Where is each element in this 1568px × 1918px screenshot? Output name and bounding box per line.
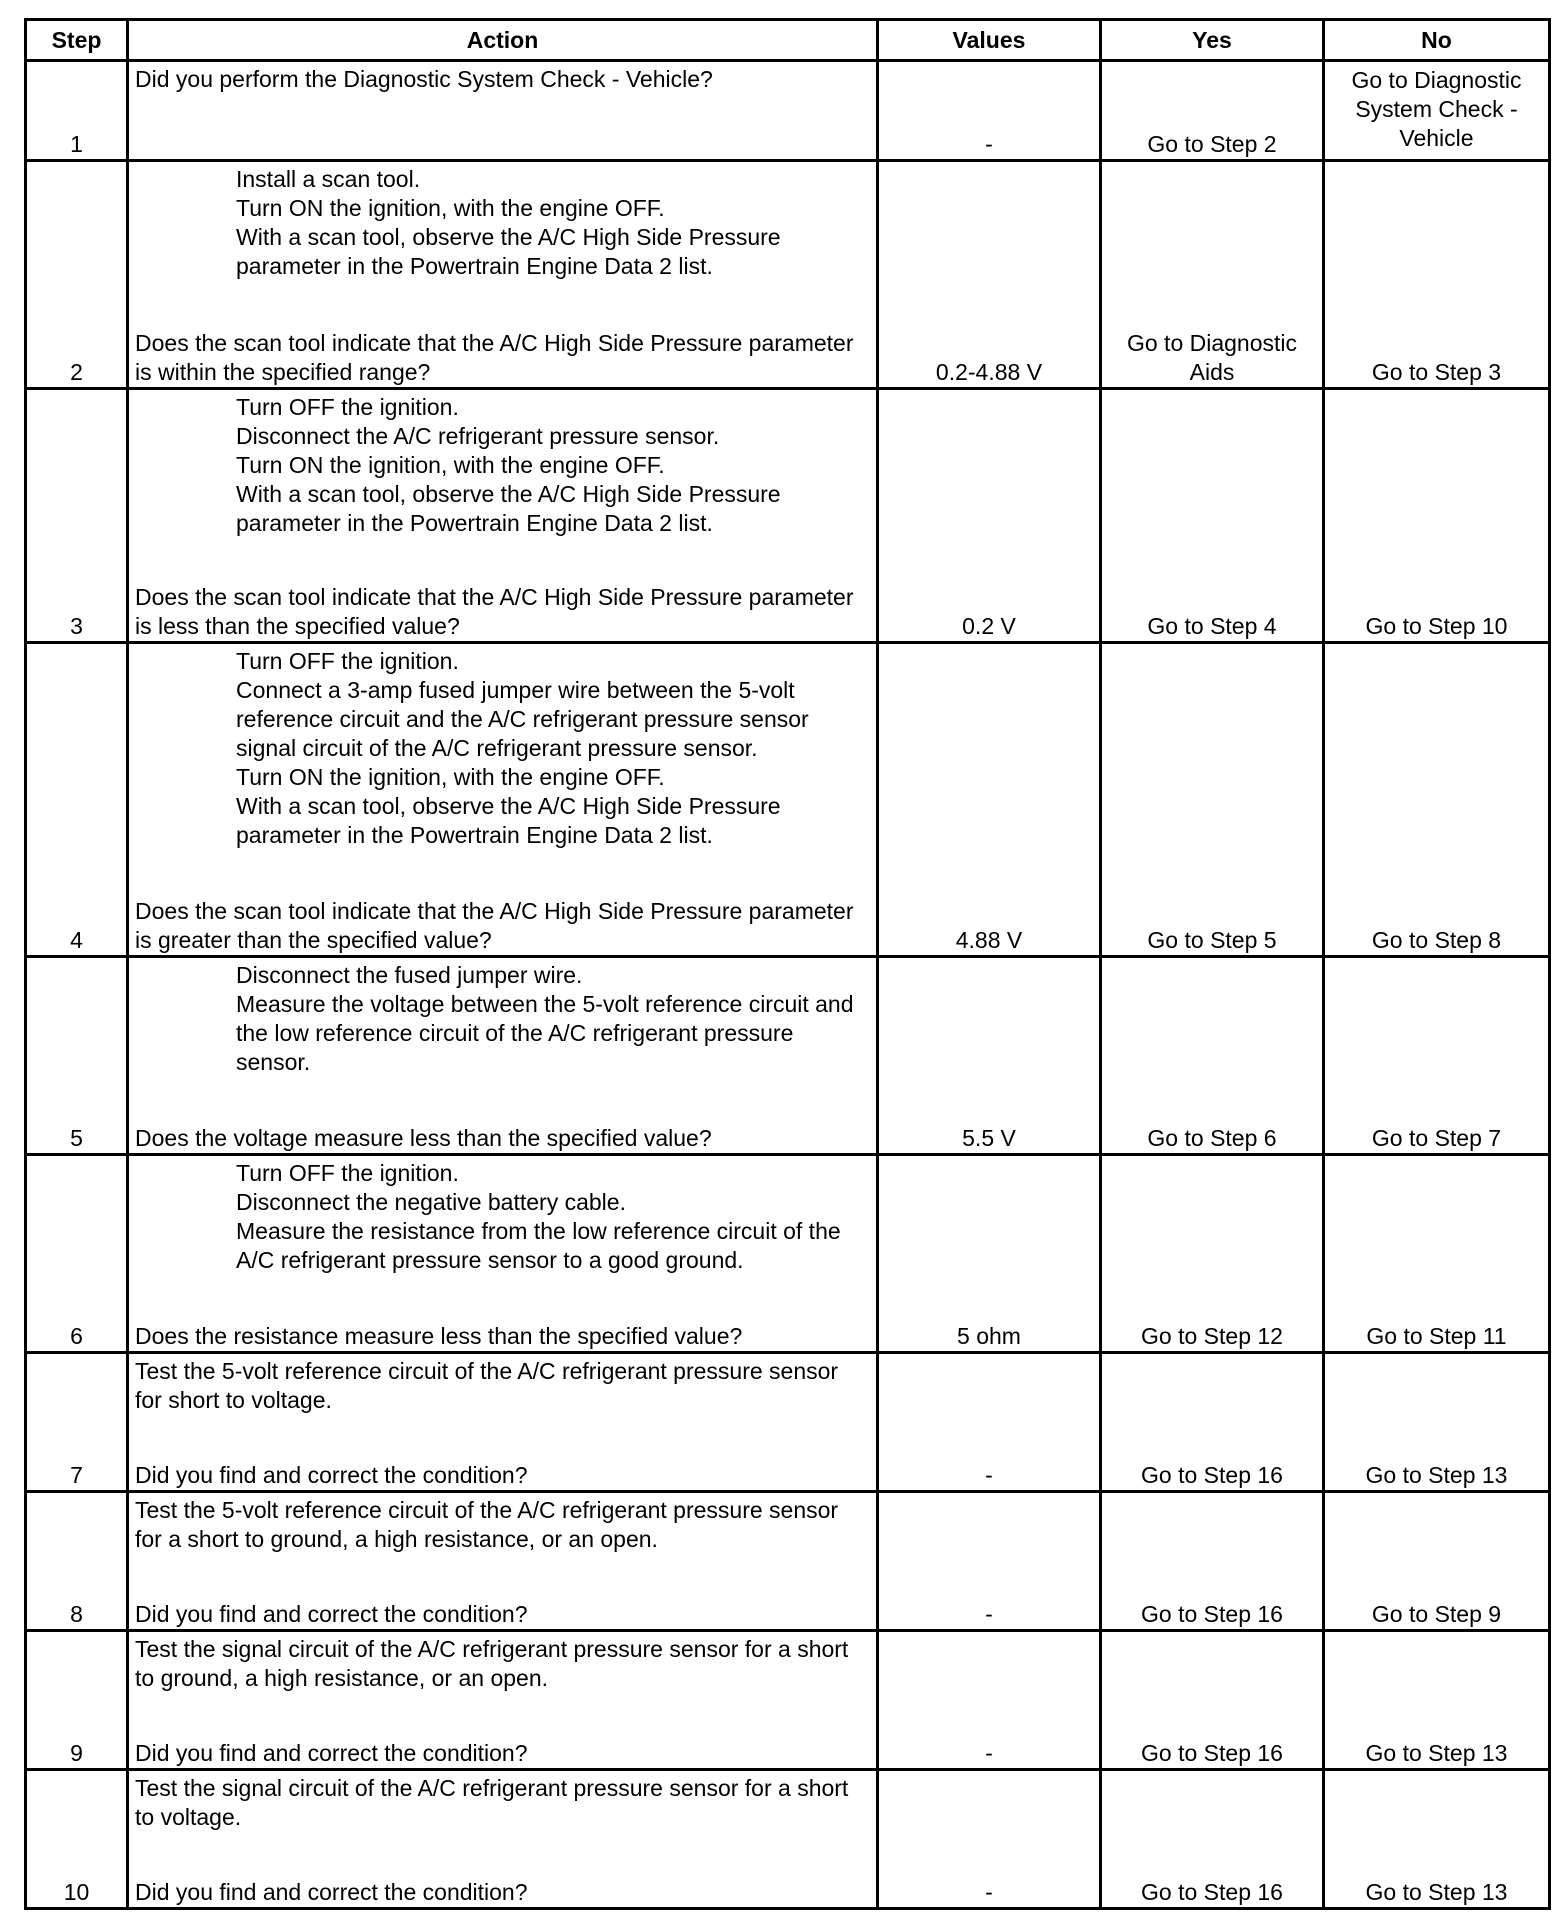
- action-lead-text: Test the signal circuit of the A/C refrigerant pressure sensor for a short to voltage.: [135, 1775, 849, 1830]
- value-cell: -: [878, 61, 1101, 161]
- action-cell: [128, 1770, 878, 1909]
- action-top: [135, 961, 870, 1077]
- diagnostic-table: [24, 18, 1551, 1910]
- value-cell: 0.2-4.88 V: [878, 161, 1101, 389]
- yes-result: Go to Diagnostic Aids: [1101, 161, 1324, 389]
- action-question: Does the resistance measure less than the specified value?: [135, 1323, 743, 1349]
- table-row: [26, 1155, 1550, 1353]
- action-question: Does the scan tool indicate that the A/C High Side Pressure parameter is less than the specified value?: [135, 584, 854, 639]
- step-number: 10: [26, 1770, 128, 1909]
- action-top: [135, 393, 870, 538]
- no-result: Go to Step 3: [1324, 161, 1550, 389]
- instruction-list: [135, 647, 870, 850]
- action-lead-text: Test the 5-volt reference circuit of the A/C refrigerant pressure sensor for a short to ground, a high resistance, or an open.: [135, 1497, 839, 1552]
- yes-result: Go to Step 12: [1101, 1155, 1324, 1353]
- step-number: 5: [26, 957, 128, 1155]
- instruction-item: Connect a 3-amp fused jumper wire between the 5-volt reference circuit and the A/C refrigerant pressure sensor signal circuit of the A/C refrigerant pressure sensor.: [236, 677, 809, 761]
- action-question: Did you find and correct the condition?: [135, 1601, 528, 1627]
- instruction-list: [135, 165, 870, 281]
- action-lead-text: Test the signal circuit of the A/C refrigerant pressure sensor for a short to ground, a high resistance, or an open.: [135, 1636, 849, 1691]
- yes-result: Go to Step 16: [1101, 1631, 1324, 1770]
- yes-result: Go to Step 4: [1101, 389, 1324, 643]
- value-cell: 5.5 V: [878, 957, 1101, 1155]
- action-content: [135, 393, 870, 641]
- instruction-item: With a scan tool, observe the A/C High Side Pressure parameter in the Powertrain Engine Data 2 list.: [236, 224, 781, 279]
- action-lead-text: Test the 5-volt reference circuit of the A/C refrigerant pressure sensor for short to voltage.: [135, 1358, 839, 1413]
- header-row: [26, 20, 1550, 61]
- action-content: [135, 1496, 870, 1629]
- header-step: Step: [26, 20, 128, 61]
- action-top: [135, 1635, 870, 1693]
- action-top: [135, 165, 870, 281]
- action-content: [135, 1357, 870, 1490]
- step-number: 6: [26, 1155, 128, 1353]
- table-row: [26, 1631, 1550, 1770]
- value-cell: -: [878, 1631, 1101, 1770]
- header-action: Action: [128, 20, 878, 61]
- instruction-item: Measure the resistance from the low reference circuit of the A/C refrigerant pressure sensor to a good ground.: [236, 1218, 841, 1273]
- no-result: Go to Step 7: [1324, 957, 1550, 1155]
- step-number: 2: [26, 161, 128, 389]
- instruction-item: Turn OFF the ignition.: [236, 1160, 459, 1186]
- instruction-item: Measure the voltage between the 5-volt reference circuit and the low reference circuit of the A/C refrigerant pressure sensor.: [236, 991, 854, 1075]
- table-row: [26, 61, 1550, 161]
- table-row: [26, 1492, 1550, 1631]
- instruction-item: Turn ON the ignition, with the engine OFF.: [236, 764, 665, 790]
- diagnostic-table-container: [24, 18, 1551, 1910]
- header-no: No: [1324, 20, 1550, 61]
- step-number: 3: [26, 389, 128, 643]
- action-cell: [128, 1631, 878, 1770]
- instruction-item: With a scan tool, observe the A/C High Side Pressure parameter in the Powertrain Engine Data 2 list.: [236, 793, 781, 848]
- action-content: [135, 647, 870, 955]
- value-cell: -: [878, 1770, 1101, 1909]
- action-content: [135, 65, 870, 159]
- instruction-list: [135, 961, 870, 1077]
- action-cell: [128, 643, 878, 957]
- no-result: Go to Step 13: [1324, 1631, 1550, 1770]
- action-cell: [128, 1155, 878, 1353]
- table-row: [26, 389, 1550, 643]
- no-result: Go to Step 13: [1324, 1353, 1550, 1492]
- table-row: [26, 643, 1550, 957]
- step-number: 1: [26, 61, 128, 161]
- action-top: [135, 1774, 870, 1832]
- value-cell: 0.2 V: [878, 389, 1101, 643]
- step-number: 7: [26, 1353, 128, 1492]
- table-row: [26, 1770, 1550, 1909]
- yes-result: Go to Step 16: [1101, 1770, 1324, 1909]
- header-values: Values: [878, 20, 1101, 61]
- action-question: Did you perform the Diagnostic System Check - Vehicle?: [135, 66, 713, 92]
- action-top: [135, 1496, 870, 1554]
- instruction-item: Disconnect the fused jumper wire.: [236, 962, 583, 988]
- action-question: Does the scan tool indicate that the A/C High Side Pressure parameter is within the specified range?: [135, 330, 854, 385]
- action-content: [135, 961, 870, 1153]
- yes-result: Go to Step 2: [1101, 61, 1324, 161]
- action-cell: [128, 161, 878, 389]
- step-number: 9: [26, 1631, 128, 1770]
- yes-result: Go to Step 6: [1101, 957, 1324, 1155]
- value-cell: 4.88 V: [878, 643, 1101, 957]
- action-content: [135, 165, 870, 387]
- action-top: [135, 647, 870, 850]
- action-question: Did you find and correct the condition?: [135, 1462, 528, 1488]
- action-cell: [128, 1353, 878, 1492]
- action-content: [135, 1159, 870, 1351]
- step-number: 8: [26, 1492, 128, 1631]
- action-content: [135, 1774, 870, 1907]
- action-cell: [128, 61, 878, 161]
- no-result: Go to Diagnostic System Check - Vehicle: [1324, 61, 1550, 161]
- action-top: [135, 1159, 870, 1275]
- value-cell: -: [878, 1492, 1101, 1631]
- instruction-item: Turn ON the ignition, with the engine OFF.: [236, 452, 665, 478]
- action-cell: [128, 957, 878, 1155]
- no-result: Go to Step 11: [1324, 1155, 1550, 1353]
- no-result: Go to Step 8: [1324, 643, 1550, 957]
- table-row: [26, 1353, 1550, 1492]
- action-question: Does the scan tool indicate that the A/C High Side Pressure parameter is greater than the specified value?: [135, 898, 854, 953]
- action-question: Did you find and correct the condition?: [135, 1879, 528, 1905]
- action-cell: [128, 1492, 878, 1631]
- yes-result: Go to Step 16: [1101, 1492, 1324, 1631]
- yes-result: Go to Step 16: [1101, 1353, 1324, 1492]
- table-row: [26, 161, 1550, 389]
- action-question: Did you find and correct the condition?: [135, 1740, 528, 1766]
- instruction-item: Turn OFF the ignition.: [236, 648, 459, 674]
- instruction-item: Install a scan tool.: [236, 166, 421, 192]
- no-result: Go to Step 10: [1324, 389, 1550, 643]
- instruction-item: Disconnect the negative battery cable.: [236, 1189, 626, 1215]
- table-row: [26, 957, 1550, 1155]
- table-body: [26, 61, 1550, 1909]
- action-cell: [128, 389, 878, 643]
- instruction-list: [135, 1159, 870, 1275]
- instruction-item: Turn OFF the ignition.: [236, 394, 459, 420]
- action-question: Does the voltage measure less than the specified value?: [135, 1125, 712, 1151]
- action-top: [135, 1357, 870, 1415]
- no-result: Go to Step 9: [1324, 1492, 1550, 1631]
- step-number: 4: [26, 643, 128, 957]
- action-top: [135, 65, 870, 94]
- yes-result: Go to Step 5: [1101, 643, 1324, 957]
- value-cell: 5 ohm: [878, 1155, 1101, 1353]
- header-yes: Yes: [1101, 20, 1324, 61]
- instruction-item: With a scan tool, observe the A/C High Side Pressure parameter in the Powertrain Engine Data 2 list.: [236, 481, 781, 536]
- instruction-item: Disconnect the A/C refrigerant pressure sensor.: [236, 423, 720, 449]
- instruction-item: Turn ON the ignition, with the engine OFF.: [236, 195, 665, 221]
- instruction-list: [135, 393, 870, 538]
- value-cell: -: [878, 1353, 1101, 1492]
- action-content: [135, 1635, 870, 1768]
- no-result: Go to Step 13: [1324, 1770, 1550, 1909]
